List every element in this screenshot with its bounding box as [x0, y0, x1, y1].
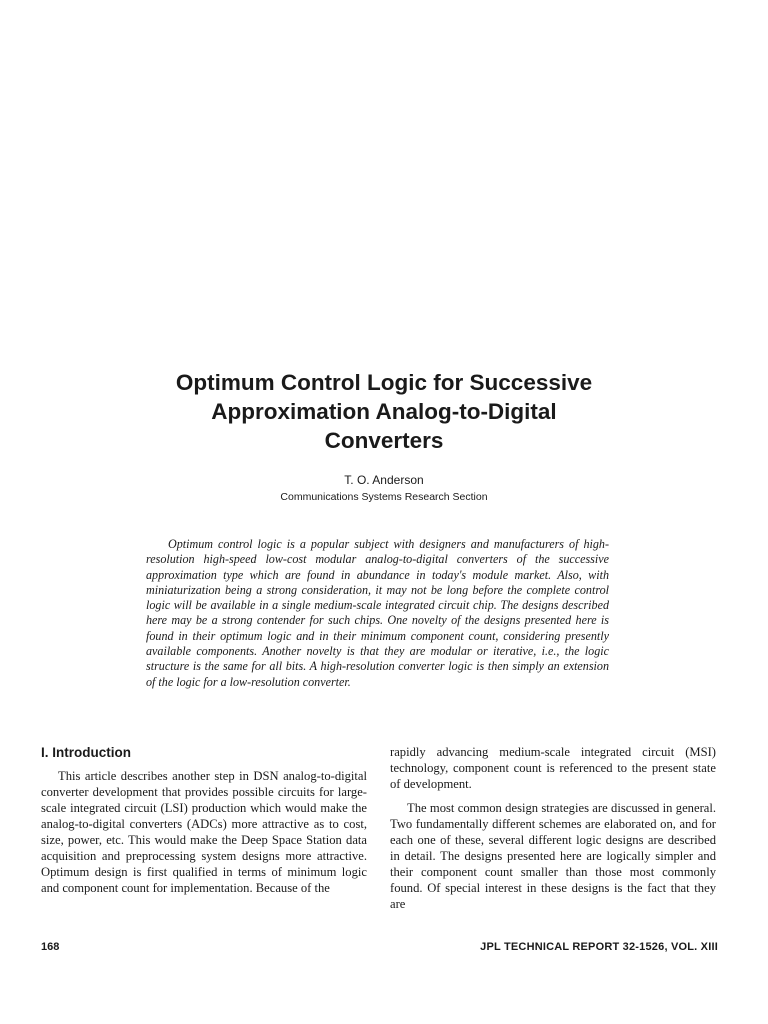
body-paragraph: The most common design strategies are discussed in general. Two fundamentally different schemes are elaborated on, and for each one of these, several different logic designs are described in detail. The designs presented here are logically simpler and their component count smaller than those most commonly found. Of special interest in these designs is the fact that they are [390, 801, 716, 911]
title-line: Converters [324, 428, 444, 453]
right-column [390, 744, 716, 912]
section-heading: I. Introduction [41, 745, 131, 760]
author-name: T. O. Anderson [344, 473, 424, 487]
title-line: Approximation Analog-to-Digital [211, 399, 557, 424]
author-affiliation: Communications Systems Research Section [280, 491, 488, 503]
left-column [41, 744, 367, 896]
report-citation: JPL TECHNICAL REPORT 32-1526, VOL. XIII [480, 941, 718, 953]
body-paragraph: This article describes another step in DSN analog-to-digital converter development that provides possible circuits for large-scale integrated circuit (LSI) production which would make the analog-to-digital converters (ADCs) more attractive as to cost, size, power, etc. This would make the Deep Space Station data acquisition and preprocessing system designs more attractive. Optimum design is first qualified in terms of minimum logic and component count for implementation. Because of the [41, 769, 367, 895]
abstract: Optimum control logic is a popular subject with designers and manufacturers of high-resolution high-speed low-cost modular analog-to-digital converters of the successive approximation type which are found in abundance in today's module market. Also, with miniaturization being a strong consideration, it may not be long before the complete control logic will be available in a single medium-scale integrated circuit chip. The designs described here may be a strong contender for such chips. One novelty of the designs presented here is found in their optimum logic and in their minimum component count, considering presently available components. Another novelty is that they are modular or iterative, i.e., the logic structure is the same for all bits. A high-resolution converter logic is then simply an extension of the logic for a low-resolution converter. [146, 537, 609, 689]
body-paragraph: rapidly advancing medium-scale integrated circuit (MSI) technology, component count is referenced to the present state of development. [390, 745, 716, 791]
title-line: Optimum Control Logic for Successive [175, 370, 593, 395]
page-number: 168 [41, 941, 60, 953]
paper-title [0, 368, 768, 455]
